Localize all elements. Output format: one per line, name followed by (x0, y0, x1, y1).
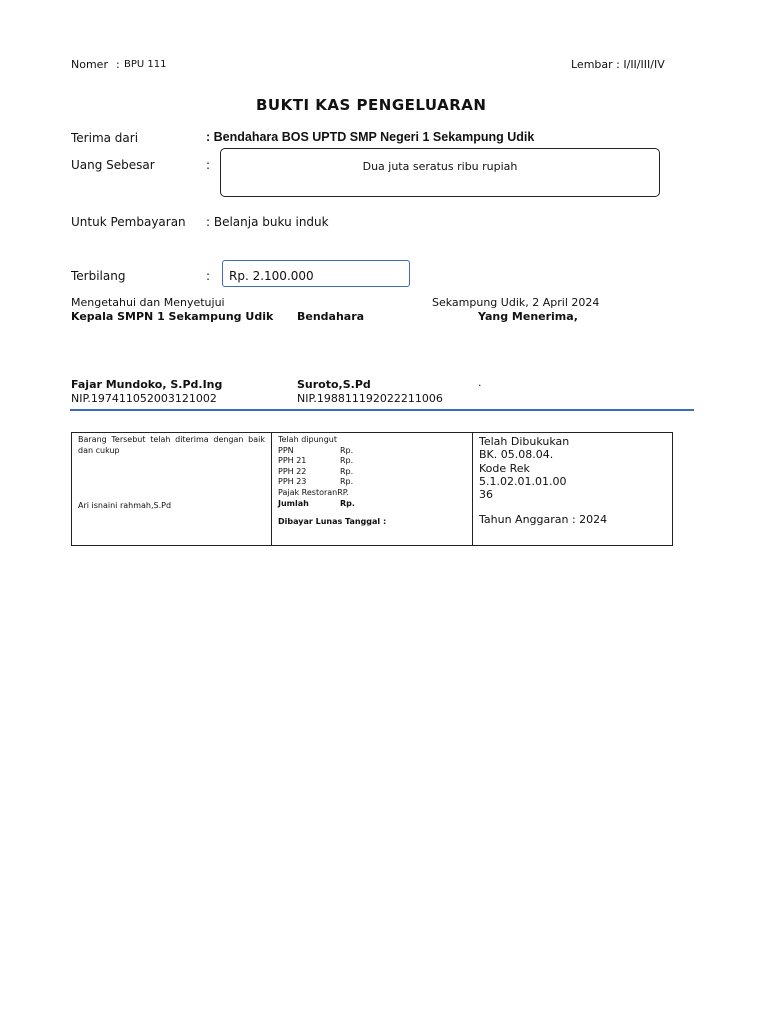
untuk-value: : Belanja buku induk (206, 215, 329, 229)
bendahara-title: Bendahara (297, 310, 365, 323)
jumlah-label: Jumlah (278, 498, 309, 508)
ledger-line: Telah Dibukukan (479, 435, 570, 448)
tax-label: PPN (278, 445, 294, 455)
tax-value: Rp. (340, 466, 354, 476)
penerima-name: . (478, 376, 482, 389)
nomor-separator: : (116, 58, 120, 71)
terbilang-value: Rp. 2.100.000 (229, 269, 314, 283)
tax-label: PPH 22 (278, 466, 307, 476)
page-title: BUKTI KAS PENGELUARAN (256, 96, 487, 114)
receipt-statement: Barang Tersebut telah diterima dengan baik dan cukup (78, 435, 265, 455)
place-date: Sekampung Udik, 2 April 2024 (432, 296, 600, 309)
untuk-label: Untuk Pembayaran (71, 215, 186, 229)
tahun-anggaran: Tahun Anggaran : 2024 (479, 513, 608, 527)
tax-row (278, 477, 466, 488)
tax-value: Rp. (340, 445, 354, 455)
tax-value: Rp. (340, 456, 354, 466)
terima-label: Terima dari (71, 131, 139, 145)
jumlah-row (278, 499, 466, 510)
uang-amount-box (220, 148, 660, 197)
ledger-line: 5.1.02.01.01.00 (479, 474, 567, 488)
tax-row (278, 467, 466, 478)
tax-value: Rp. (340, 477, 354, 487)
kepala-title: Kepala SMPN 1 Sekampung Udik (71, 310, 274, 323)
ledger-cell (473, 433, 673, 546)
ledger-line: 36 (479, 488, 493, 502)
pajak-restoran: Pajak RestoranRP. (278, 487, 349, 497)
bendahara-nip: NIP.198811192022211006 (297, 392, 443, 405)
ledger-line: BK. 05.08.04. (479, 448, 554, 462)
kepala-nip: NIP.197411052003121002 (71, 392, 217, 405)
kepala-name: Fajar Mundoko, S.Pd.Ing (71, 378, 223, 391)
jumlah-value: Rp. (340, 498, 355, 508)
tax-label: PPH 23 (278, 477, 307, 487)
lembar-text: Lembar : I/II/III/IV (571, 58, 665, 71)
uang-value: Dua juta seratus ribu rupiah (362, 160, 518, 173)
bendahara-name: Suroto,S.Pd (297, 378, 371, 391)
uang-separator: : (206, 158, 211, 172)
nomor-value: BPU 111 (124, 59, 167, 70)
tax-row (278, 446, 466, 457)
penerima-title: Yang Menerima, (478, 310, 578, 323)
mengetahui-text: Mengetahui dan Menyetujui (71, 296, 225, 309)
tax-cell (272, 433, 473, 546)
tax-row (278, 456, 466, 467)
uang-label: Uang Sebesar (71, 158, 155, 172)
footer-table (71, 432, 673, 546)
terbilang-box (222, 260, 410, 287)
terbilang-separator: : (206, 269, 211, 283)
dibayar-lunas: Dibayar Lunas Tanggal : (278, 517, 387, 527)
receipt-cell (72, 433, 272, 546)
tax-label: PPH 21 (278, 456, 307, 466)
terbilang-label: Terbilang (71, 269, 126, 283)
tax-title: Telah dipungut (278, 435, 337, 444)
nomor-label: Nomer (71, 58, 108, 71)
ledger-line: Kode Rek (479, 461, 530, 475)
receipt-signer: Ari isnaini rahmah,S.Pd (78, 501, 172, 511)
divider-line (70, 409, 694, 411)
terima-value: : Bendahara BOS UPTD SMP Negeri 1 Sekampung Udik (206, 130, 535, 144)
